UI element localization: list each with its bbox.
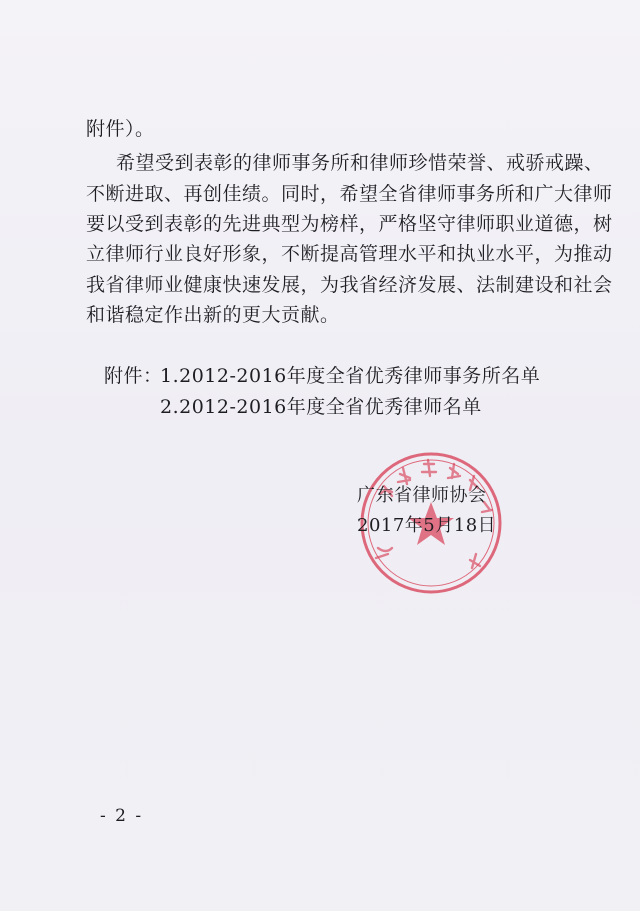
body-line-7: 和谐稳定作出新的更大贡献。 (86, 304, 340, 326)
body-line-3: 不断进取、再创佳绩。同时，希望全省律师事务所和广大律师 (86, 183, 613, 205)
body-line-6: 我省律师业健康快速发展，为我省经济发展、法制建设和社会 (86, 274, 613, 296)
body-line-4: 要以受到表彰的先进典型为榜样，严格坚守律师职业道德，树 (86, 213, 613, 235)
signature-organization: 广东省律师协会 (357, 485, 487, 506)
attachment-item-1: 1.2012-2016年度全省优秀律师事务所名单 (160, 365, 541, 387)
signature-date: 2017年5月18日 (357, 515, 497, 536)
body-line-5: 立律师行业良好形象，不断提高管理水平和执业水平，为推动 (86, 243, 613, 265)
body-line-2: 希望受到表彰的律师事务所和律师珍惜荣誉、戒骄戒躁、 (116, 152, 604, 174)
attachment-item-2: 2.2012-2016年度全省优秀律师名单 (160, 396, 482, 418)
body-line-1: 附件）。 (86, 118, 155, 140)
attachments-label: 附件： (104, 365, 163, 387)
page-number: - 2 - (100, 806, 144, 826)
